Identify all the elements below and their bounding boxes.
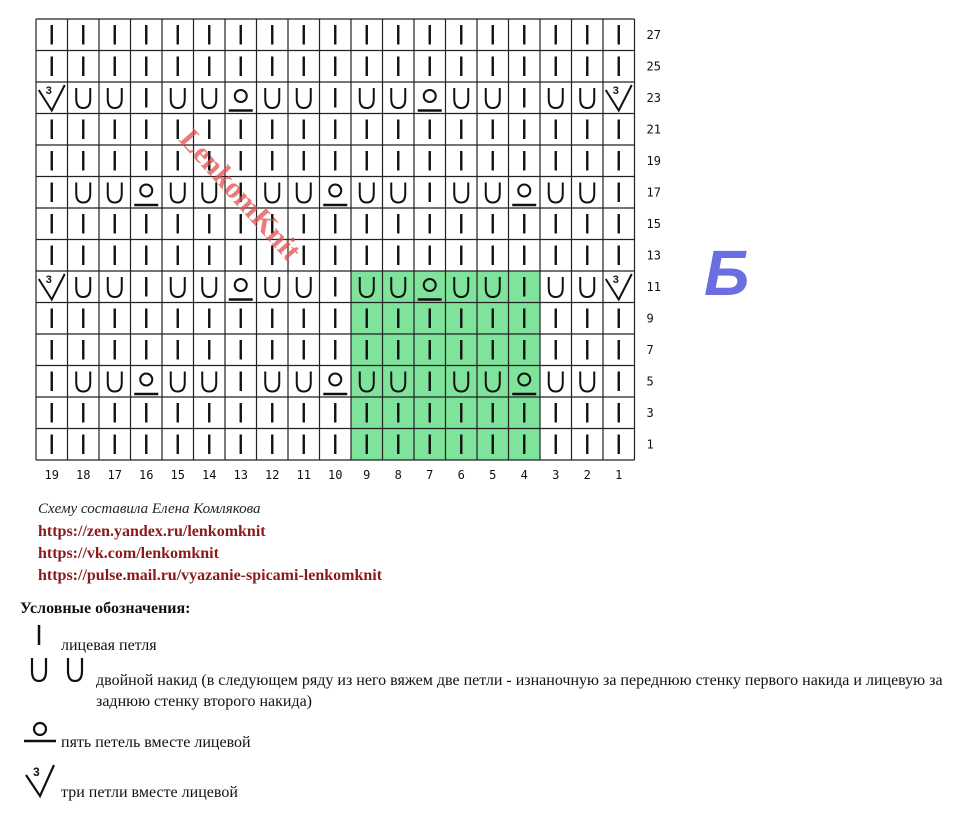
column-label: 11 xyxy=(296,468,311,482)
column-label: 2 xyxy=(583,468,591,482)
column-label: 14 xyxy=(202,468,217,482)
double-yarn-over xyxy=(202,277,216,297)
three-together-number: 3 xyxy=(612,85,619,97)
five-together xyxy=(235,279,247,291)
five-together xyxy=(329,374,341,386)
credit-line: Схему составила Елена Комлякова xyxy=(38,501,261,517)
column-label: 12 xyxy=(265,468,280,482)
double-yarn-over xyxy=(76,183,90,203)
double-yarn-over xyxy=(486,88,500,108)
five-together xyxy=(140,374,152,386)
double-yarn-over xyxy=(171,88,185,108)
double-yarn-over xyxy=(108,88,122,108)
column-label: 16 xyxy=(139,468,154,482)
legend-text-double-yarn-over-value: двойной накид (в следующем ряду из него вяжем две петли - изнаночную за переднюю стенку первого накида и лицевую за заднюю стенку второго накида) xyxy=(96,672,943,710)
svg-text:3: 3 xyxy=(33,765,40,779)
link-pulse[interactable]: https://pulse.mail.ru/vyazanie-spicami-lenkomknit xyxy=(38,567,383,584)
column-label: 9 xyxy=(363,468,371,482)
double-yarn-over xyxy=(580,372,594,392)
double-yarn-over xyxy=(76,88,90,108)
five-together xyxy=(518,185,530,197)
double-yarn-over xyxy=(171,183,185,203)
column-label: 19 xyxy=(44,468,59,482)
double-yarn-over xyxy=(580,277,594,297)
double-yarn-over xyxy=(486,183,500,203)
double-yarn-over xyxy=(549,183,563,203)
row-label: 25 xyxy=(646,59,661,74)
double-yarn-over xyxy=(202,88,216,108)
three-together-icon xyxy=(22,763,58,799)
row-label: 15 xyxy=(646,216,661,231)
row-label: 27 xyxy=(646,27,661,42)
double-yarn-over xyxy=(360,88,374,108)
three-together-number: 3 xyxy=(45,85,52,97)
double-yarn-over xyxy=(265,372,279,392)
double-yarn-over xyxy=(108,183,122,203)
double-yarn-over xyxy=(171,277,185,297)
link-zen[interactable]: https://zen.yandex.ru/lenkomknit xyxy=(38,523,266,540)
double-yarn-over xyxy=(391,183,405,203)
column-label: 10 xyxy=(328,468,343,482)
column-label: 1 xyxy=(615,468,623,482)
double-yarn-over xyxy=(297,372,311,392)
five-together xyxy=(235,90,247,102)
column-label: 3 xyxy=(552,468,560,482)
double-yarn-over xyxy=(265,277,279,297)
column-label: 7 xyxy=(426,468,434,482)
legend-text-knit: лицевая петля xyxy=(61,637,157,654)
double-yarn-over xyxy=(297,183,311,203)
double-yarn-over xyxy=(265,88,279,108)
row-label: 21 xyxy=(646,122,661,137)
column-label: 5 xyxy=(489,468,497,482)
legend-text-five-together: пять петель вместе лицевой xyxy=(61,734,251,751)
double-yarn-over xyxy=(549,372,563,392)
row-label: 23 xyxy=(646,90,661,105)
double-yarn-over xyxy=(297,88,311,108)
double-yarn-over xyxy=(108,372,122,392)
double-yarn-over xyxy=(454,88,468,108)
row-label: 19 xyxy=(646,153,661,168)
row-label: 13 xyxy=(646,248,661,263)
double-yarn-over xyxy=(549,277,563,297)
knit-stitch-icon xyxy=(30,623,50,649)
double-yarn-over xyxy=(580,88,594,108)
five-together xyxy=(329,185,341,197)
five-together xyxy=(424,90,436,102)
double-yarn-over xyxy=(391,88,405,108)
double-yarn-over xyxy=(108,277,122,297)
legend-text-double-yarn-over xyxy=(96,670,956,712)
row-label: 7 xyxy=(646,342,654,357)
column-label: 18 xyxy=(76,468,91,482)
double-yarn-over xyxy=(297,277,311,297)
double-yarn-over xyxy=(76,372,90,392)
double-yarn-over xyxy=(549,88,563,108)
three-together-number: 3 xyxy=(45,274,52,286)
row-label: 5 xyxy=(646,374,654,389)
watermark: LenkomKnit xyxy=(172,122,308,268)
double-yarn-over-icon xyxy=(26,655,90,685)
column-label: 4 xyxy=(520,468,528,482)
double-yarn-over xyxy=(580,183,594,203)
double-yarn-over xyxy=(360,183,374,203)
double-yarn-over xyxy=(76,277,90,297)
row-label: 11 xyxy=(646,279,661,294)
legend-title: Условные обозначения: xyxy=(20,600,191,617)
double-yarn-over xyxy=(202,372,216,392)
link-vk[interactable]: https://vk.com/lenkomknit xyxy=(38,545,219,562)
double-yarn-over xyxy=(454,183,468,203)
row-label: 17 xyxy=(646,185,661,200)
column-label: 8 xyxy=(394,468,402,482)
five-together-icon xyxy=(22,720,58,746)
column-label: 6 xyxy=(457,468,465,482)
row-label: 9 xyxy=(646,311,654,326)
column-label: 15 xyxy=(170,468,185,482)
chart-letter: Б xyxy=(704,237,750,309)
double-yarn-over xyxy=(171,372,185,392)
five-together xyxy=(140,185,152,197)
three-together-number: 3 xyxy=(612,274,619,286)
column-label: 17 xyxy=(107,468,122,482)
legend-text-three-together: три петли вместе лицевой xyxy=(61,784,238,801)
row-label: 3 xyxy=(646,405,654,420)
column-label: 13 xyxy=(233,468,248,482)
row-label: 1 xyxy=(646,437,654,452)
